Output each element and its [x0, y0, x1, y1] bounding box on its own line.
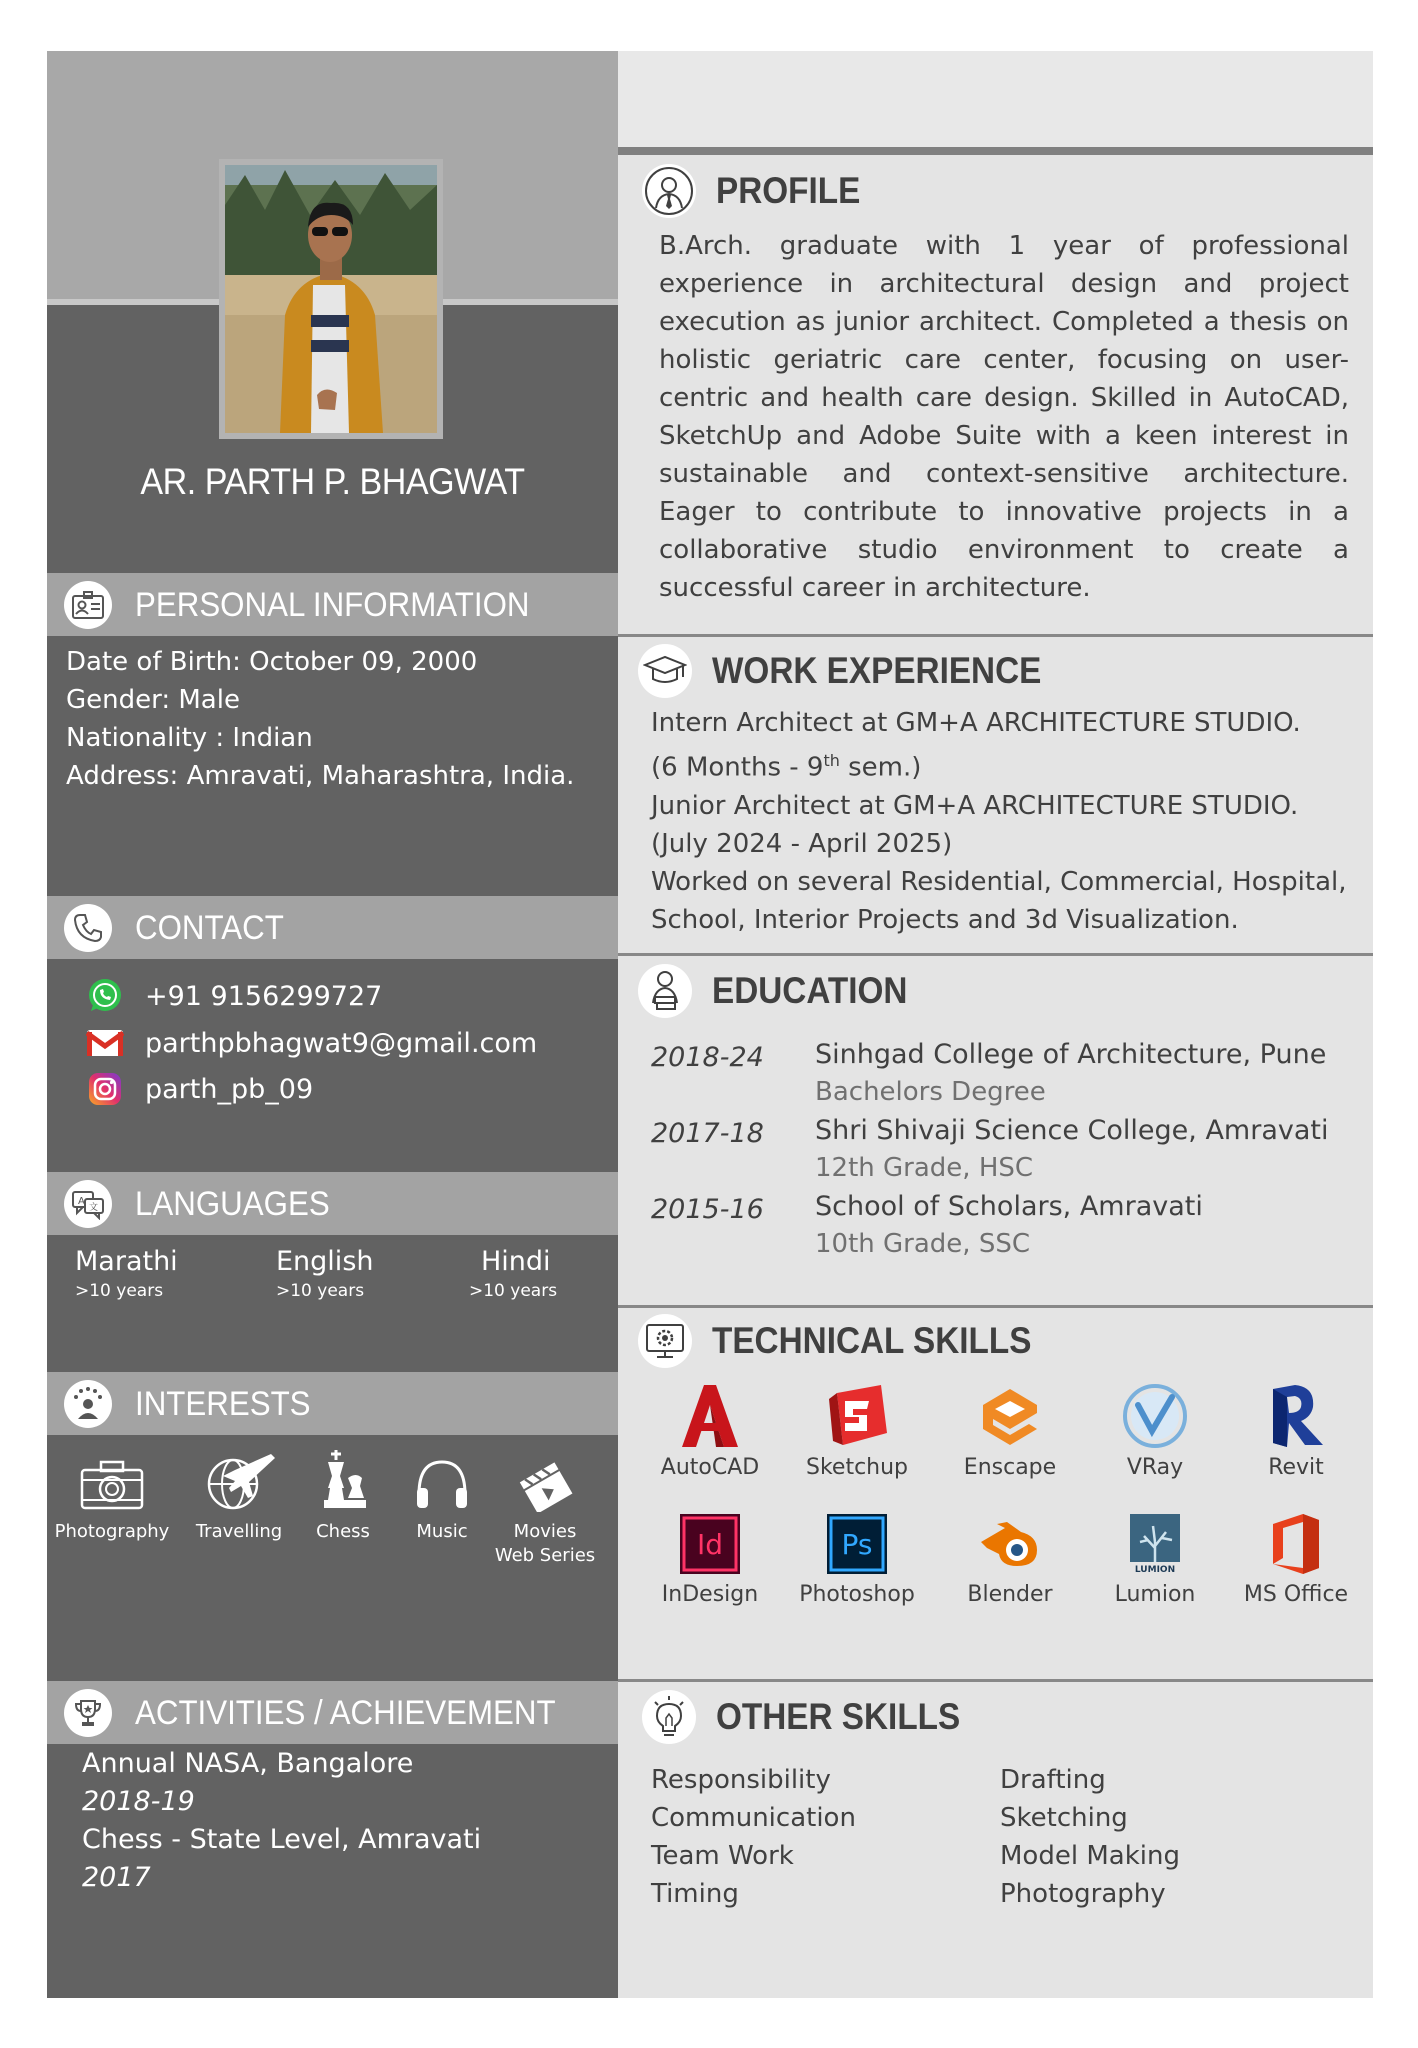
- whatsapp-icon: [85, 976, 125, 1016]
- phone-icon: [64, 904, 112, 952]
- skill-label: Enscape: [963, 1455, 1057, 1480]
- skill-lumion: [1090, 1512, 1220, 1607]
- interest-label: Chess: [316, 1521, 370, 1542]
- right-panel: [618, 51, 1373, 1998]
- personal-info-header: [47, 573, 618, 636]
- skill-sketchup: [792, 1383, 922, 1480]
- edu-years: 2015-16: [651, 1194, 764, 1225]
- work-line: (July 2024 - April 2025): [651, 828, 953, 859]
- edu-years: 2017-18: [651, 1118, 764, 1149]
- interest-label: Travelling: [195, 1521, 283, 1542]
- other-skill: Team Work: [651, 1841, 794, 1871]
- edu-degree: 10th Grade, SSC: [815, 1229, 1030, 1259]
- language-years: >10 years: [75, 1281, 164, 1301]
- right-header-band: [618, 51, 1373, 147]
- email-row: [85, 1023, 537, 1063]
- activity-name: Annual NASA, Bangalore: [82, 1748, 414, 1779]
- activity-name: Chess - State Level, Amravati: [82, 1824, 482, 1855]
- work-line-part: sem.): [839, 752, 922, 783]
- profile-photo-frame: [219, 159, 443, 439]
- interest-photography: [52, 1456, 172, 1544]
- instagram-handle[interactable]: parth_pb_09: [145, 1073, 314, 1105]
- dob-text: Date of Birth: October 09, 2000: [66, 647, 478, 677]
- activity-year: 2018-19: [82, 1786, 195, 1817]
- skill-revit: [1231, 1383, 1361, 1480]
- contact-title: CONTACT: [135, 909, 284, 947]
- section-divider: [618, 953, 1373, 956]
- globe-plane-icon: [201, 1448, 277, 1512]
- personal-info-list: [66, 643, 574, 795]
- skill-label: InDesign: [661, 1582, 759, 1607]
- skill-label: Photoshop: [799, 1582, 915, 1607]
- lumion-logo-icon: [1128, 1512, 1182, 1576]
- other-skills-col-1: [651, 1761, 856, 1913]
- clapperboard-icon: [516, 1456, 574, 1512]
- language-name: Hindi: [481, 1246, 551, 1277]
- skill-label: Revit: [1268, 1455, 1324, 1480]
- languages-title: LANGUAGES: [135, 1185, 330, 1223]
- person-ideas-icon: [64, 1380, 112, 1428]
- section-divider: [618, 634, 1373, 637]
- skill-indesign: [645, 1512, 775, 1607]
- personal-info-title: PERSONAL INFORMATION: [135, 586, 530, 624]
- edu-degree: 12th Grade, HSC: [815, 1153, 1034, 1183]
- other-skills-header: [642, 1689, 987, 1745]
- language-years: >10 years: [276, 1281, 365, 1301]
- profile-summary: B.Arch. graduate with 1 year of professional experience in architectural design and project execution as junior architect. Completed a thesis on holistic geriatric care center, focusing on user-centric and health care design. Skilled in AutoCAD, SketchUp and Adobe Suite with a keen interest in sustainable and context-sensitive architecture. Eager to contribute to innovative projects in a collaborative studio environment to create a successful career in architecture.: [659, 231, 1349, 603]
- activities-title: ACTIVITIES / ACHIEVEMENT: [135, 1694, 556, 1732]
- skill-label: AutoCAD: [660, 1455, 760, 1480]
- photoshop-logo-icon: [825, 1512, 889, 1576]
- profile-header: [642, 163, 876, 219]
- skill-label: Lumion: [1114, 1582, 1196, 1607]
- student-books-icon: [638, 964, 692, 1018]
- skill-label: Blender: [967, 1582, 1053, 1607]
- profile-photo: [225, 165, 437, 433]
- other-skill: Responsibility: [651, 1765, 831, 1795]
- camera-icon: [79, 1456, 145, 1512]
- other-skill: Sketching: [1000, 1803, 1128, 1833]
- activity-year: 2017: [82, 1862, 151, 1893]
- skill-autocad: [645, 1383, 775, 1480]
- work-experience-list: [651, 704, 1347, 939]
- vray-logo-icon: [1122, 1383, 1188, 1449]
- computer-gear-icon: [638, 1314, 692, 1368]
- work-line: [651, 742, 1347, 787]
- blender-logo-icon: [977, 1512, 1043, 1576]
- interest-movies: [490, 1456, 600, 1568]
- activities-list: [82, 1745, 481, 1897]
- language-years: >10 years: [469, 1281, 558, 1301]
- skill-msoffice: [1231, 1512, 1361, 1607]
- phone-number[interactable]: +91 9156299727: [145, 980, 383, 1012]
- enscape-logo-icon: [977, 1383, 1043, 1449]
- technical-header: [638, 1313, 1067, 1369]
- interest-travelling: [189, 1456, 289, 1544]
- interest-label: Web Series: [494, 1545, 596, 1566]
- language-hindi: [469, 1246, 557, 1301]
- skill-label: Sketchup: [805, 1455, 909, 1480]
- edu-degree: Bachelors Degree: [815, 1077, 1046, 1107]
- graduation-cap-icon: [638, 644, 692, 698]
- contact-header: [47, 896, 618, 959]
- skill-enscape: [945, 1383, 1075, 1480]
- education-header: [638, 963, 929, 1019]
- language-chat-icon: [64, 1180, 112, 1228]
- skill-photoshop: [792, 1512, 922, 1607]
- candidate-name: AR. PARTH P. BHAGWAT: [140, 461, 525, 502]
- instagram-icon: [85, 1069, 125, 1109]
- languages-header: [47, 1172, 618, 1235]
- interest-label: Movies: [513, 1521, 577, 1542]
- work-line: Junior Architect at GM+A ARCHITECTURE STUDIO.: [651, 790, 1299, 821]
- other-skill: Timing: [651, 1879, 739, 1909]
- chess-pieces-icon: [318, 1448, 368, 1512]
- address-text: Address: Amravati, Maharashtra, India.: [66, 761, 575, 791]
- skill-vray: [1090, 1383, 1220, 1480]
- work-line: Worked on several Residential, Commercial, Hospital,: [651, 866, 1347, 897]
- work-line: Intern Architect at GM+A ARCHITECTURE STUDIO.: [651, 708, 1301, 738]
- revit-logo-icon: [1265, 1383, 1327, 1449]
- skill-label: VRay: [1126, 1455, 1184, 1480]
- work-line-sup: th: [823, 751, 840, 770]
- activities-header: [47, 1681, 618, 1744]
- interest-label: Music: [416, 1521, 468, 1542]
- language-marathi: [75, 1246, 178, 1301]
- skill-blender: [945, 1512, 1075, 1607]
- indesign-logo-text: Id: [696, 1528, 724, 1561]
- other-skills-title: OTHER SKILLS: [716, 1696, 961, 1737]
- autocad-logo-icon: [680, 1383, 740, 1449]
- edu-school: Sinhgad College of Architecture, Pune: [815, 1039, 1327, 1070]
- indesign-logo-icon: [678, 1512, 742, 1576]
- work-title: WORK EXPERIENCE: [712, 650, 1042, 691]
- headphones-icon: [413, 1456, 471, 1512]
- interest-chess: [293, 1456, 393, 1544]
- lightbulb-icon: [642, 1690, 696, 1744]
- edu-school: School of Scholars, Amravati: [815, 1191, 1203, 1222]
- work-header: [638, 643, 1078, 699]
- right-header-divider: [618, 147, 1373, 155]
- interest-music: [392, 1456, 492, 1544]
- trophy-icon: [64, 1689, 112, 1737]
- left-panel: [47, 51, 618, 1998]
- language-english: [276, 1246, 374, 1301]
- section-divider: [618, 1679, 1373, 1682]
- language-name: Marathi: [75, 1246, 178, 1277]
- other-skill: Model Making: [1000, 1841, 1180, 1871]
- sketchup-logo-icon: [823, 1383, 891, 1449]
- education-title: EDUCATION: [712, 970, 908, 1011]
- person-tie-icon: [642, 164, 696, 218]
- gmail-icon: [85, 1023, 125, 1063]
- lumion-logo-text: LUMION: [1134, 1565, 1176, 1575]
- profile-title: PROFILE: [716, 170, 861, 211]
- interest-label: Photography: [54, 1521, 170, 1542]
- gender-text: Gender: Male: [66, 685, 240, 715]
- other-skill: Drafting: [1000, 1765, 1106, 1795]
- edu-school: Shri Shivaji Science College, Amravati: [815, 1115, 1329, 1146]
- other-skills-col-2: [1000, 1761, 1180, 1913]
- msoffice-logo-icon: [1267, 1512, 1325, 1576]
- technical-title: TECHNICAL SKILLS: [712, 1320, 1032, 1361]
- other-skill: Communication: [651, 1803, 856, 1833]
- nationality-text: Nationality : Indian: [66, 723, 313, 753]
- interests-title: INTERESTS: [135, 1385, 311, 1423]
- interests-header: [47, 1372, 618, 1435]
- other-skill: Photography: [1000, 1879, 1166, 1909]
- phone-row: [85, 976, 382, 1016]
- id-card-icon: [64, 581, 112, 629]
- work-line-part: (6 Months - 9: [651, 752, 824, 783]
- skill-label: MS Office: [1243, 1582, 1349, 1607]
- svg-text:文: 文: [89, 1203, 99, 1213]
- instagram-row: [85, 1069, 313, 1109]
- svg-text:A: A: [78, 1196, 85, 1207]
- work-line: School, Interior Projects and 3d Visualization.: [651, 904, 1239, 935]
- edu-years: 2018-24: [651, 1042, 764, 1073]
- language-name: English: [276, 1246, 374, 1277]
- section-divider: [618, 1305, 1373, 1308]
- email-address[interactable]: parthpbhagwat9@gmail.com: [145, 1027, 538, 1059]
- photoshop-logo-text: Ps: [841, 1528, 873, 1561]
